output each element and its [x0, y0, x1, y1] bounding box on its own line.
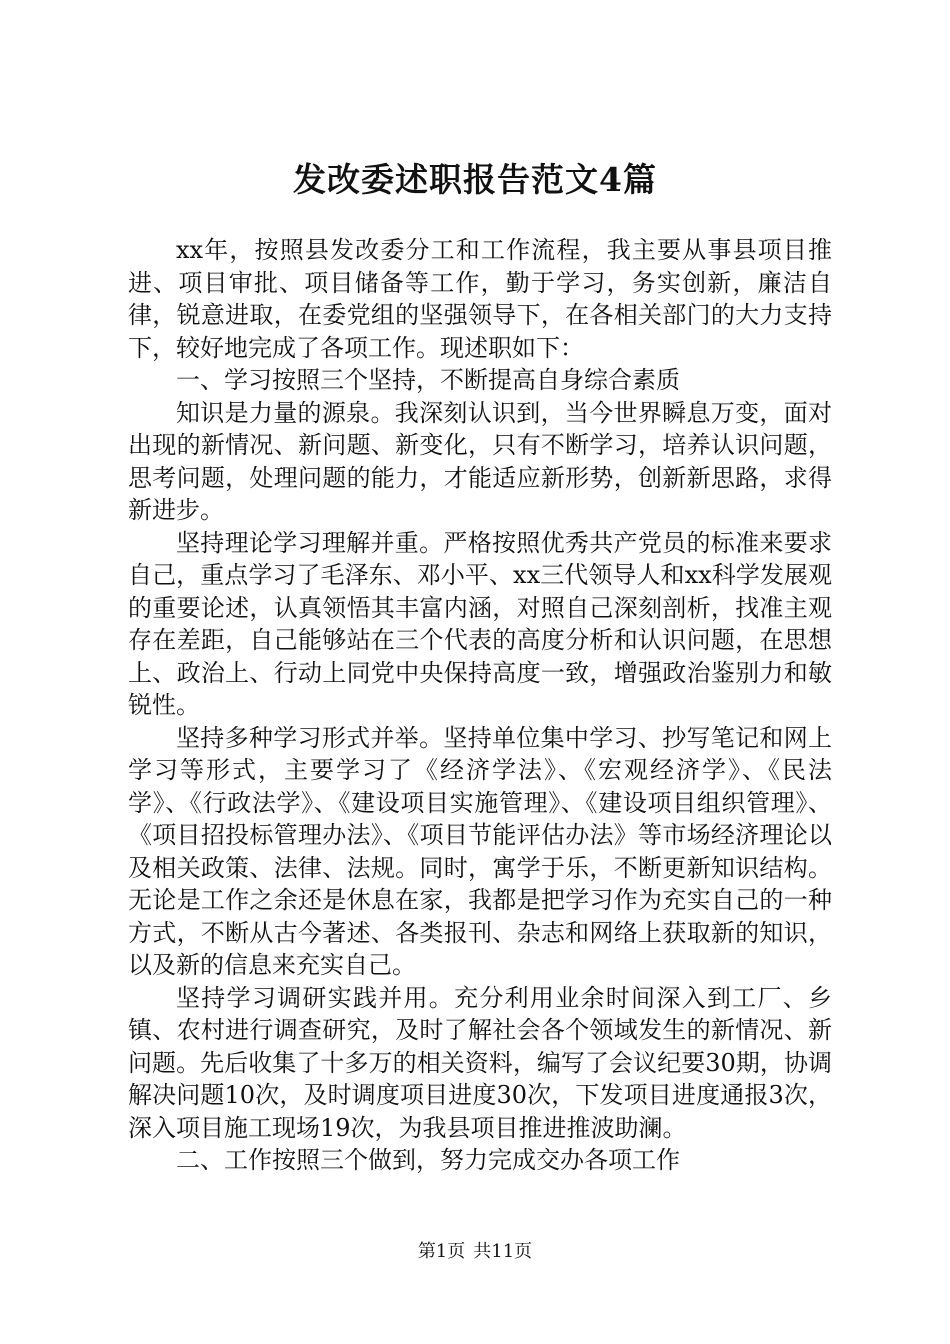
paragraph-theory-study: 坚持理论学习理解并重。严格按照优秀共产党员的标准来要求自己，重点学习了毛泽东、邓小平、xx三代领导人和xx科学发展观的重要论述，认真领悟其丰富内涵，对照自己深刻剖析，找准主观存在差距，自己能够站在三个代表的高度分析和认识问题，在思想上、政治上、行动上同党中央保持高度一致，增强政治鉴别力和敏锐性。 [128, 528, 832, 719]
paragraph-intro: xx年，按照县发改委分工和工作流程，我主要从事县项目推进、项目审批、项目储备等工作，勤于学习，务实创新，廉洁自律，锐意进取，在委党组的坚强领导下，在各相关部门的大力支持下，较好地完成了各项工作。现述职如下： [128, 236, 832, 362]
paragraph-study-forms: 坚持多种学习形式并举。坚持单位集中学习、抄写笔记和网上学习等形式，主要学习了《经济学法》、《宏观经济学》、《民法学》、《行政法学》、《建设项目实施管理》、《建设项目组织管理》、《项目招投标管理办法》、《项目节能评估办法》等市场经济理论以及相关政策、法律、法规。同时，寓学于乐，不断更新知识结构。无论是工作之余还是休息在家，我都是把学习作为充实自己的一种方式，不断从古今著述、各类报刊、杂志和网络上获取新的知识，以及新的信息来充实自己。 [128, 723, 832, 979]
document-title: 发改委述职报告范文4篇 [293, 160, 657, 199]
paragraph-research-practice: 坚持学习调研实践并用。充分利用业余时间深入到工厂、乡镇、农村进行调查研究，及时了解社会各个领域发生的新情况、新问题。先后收集了十多万的相关资料，编写了会议纪要30期，协调解决问题10次，及时调度项目进度30次，下发项目进度通报3次，深入项目施工现场19次，为我县项目推进推波助澜。 [128, 983, 832, 1142]
page-number: 第1页 [417, 1241, 466, 1262]
page-total: 共11页 [473, 1241, 533, 1262]
page-footer [0, 1240, 950, 1264]
section-heading-2: 二、工作按照三个做到，努力完成交办各项工作 [176, 1146, 680, 1174]
section-heading-1: 一、学习按照三个坚持，不断提高自身综合素质 [176, 366, 680, 394]
paragraph-knowledge: 知识是力量的源泉。我深刻认识到，当今世界瞬息万变，面对出现的新情况、新问题、新变化，只有不断学习，培养认识问题，思考问题，处理问题的能力，才能适应新形势，创新新思路，求得新进步。 [128, 398, 832, 524]
document-body [128, 234, 832, 1177]
